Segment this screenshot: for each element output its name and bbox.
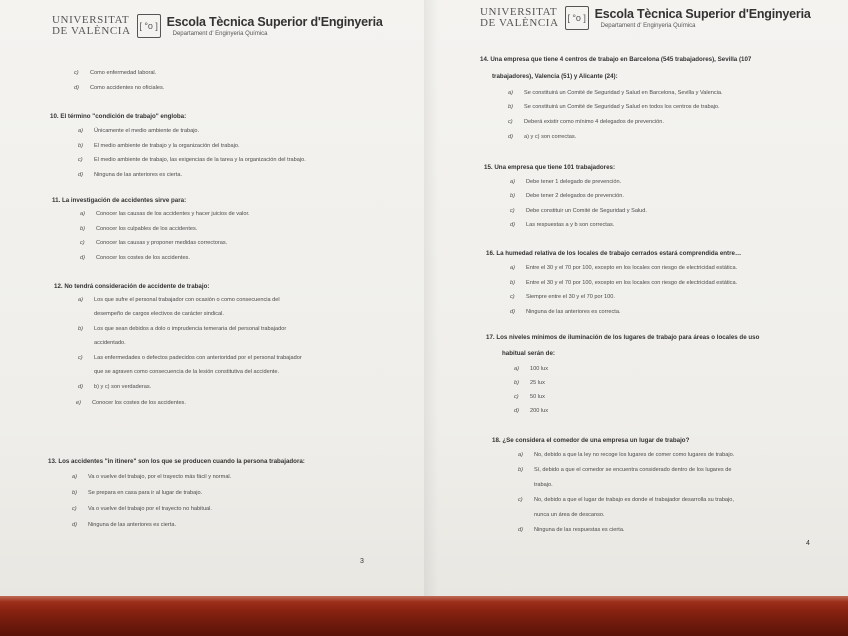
list-item: b) Entre el 30 y el 70 por 100, excepto en los locales con riesgo de electricidad estática. bbox=[510, 280, 738, 286]
list-item: a) No, debido a que la ley no recoge los lugares de comer como lugares de trabajo. bbox=[518, 452, 735, 458]
question-12: 12. No tendrá consideración de accidente de trabajo: bbox=[54, 283, 210, 290]
list-item: d) a) y c) son correctas. bbox=[508, 134, 577, 140]
list-item: c) No, debido a que el lugar de trabajo es donde el trabajador desarrolla su trabajo, bbox=[518, 497, 734, 503]
list-item: d) 200 lux bbox=[514, 408, 549, 414]
list-item: c) Conocer las causas y proponer medidas correctoras. bbox=[80, 240, 228, 246]
list-item: trabajo. bbox=[534, 482, 553, 488]
list-item: nunca un área de descanso. bbox=[534, 512, 605, 518]
question-11: 11. La investigación de accidentes sirve para: bbox=[52, 197, 187, 204]
right-page bbox=[430, 0, 848, 600]
university-line1: UNIVERSITAT bbox=[480, 6, 558, 18]
university-logo-icon bbox=[565, 6, 589, 30]
question-10: 10. El término "condición de trabajo" engloba: bbox=[50, 113, 187, 120]
page-number: 3 bbox=[360, 558, 364, 565]
question-18: 18. ¿Se considera el comedor de una empresa un lugar de trabajo? bbox=[492, 437, 690, 444]
list-item: d) b) y c) son verdaderas. bbox=[78, 384, 152, 390]
department-name: Departament d' Enginyeria Química bbox=[600, 23, 696, 29]
list-item: b) Se prepara en casa para ir al lugar de trabajo. bbox=[72, 490, 203, 496]
list-item: c) Debe constituir un Comité de Seguridad y Salud. bbox=[510, 208, 647, 214]
list-item: a) Va o vuelve del trabajo, por el trayecto más fácil y normal. bbox=[72, 474, 232, 480]
question-16: 16. La humedad relativa de los locales de trabajo cerrados estará comprendida entre… bbox=[486, 250, 742, 257]
right-page-header bbox=[480, 6, 811, 30]
left-page-header bbox=[52, 14, 383, 38]
question-14-cont: trabajadores), Valencia (51) y Alicante (24): bbox=[492, 73, 618, 80]
school-name: Escola Tècnica Superior d'Enginyeria bbox=[594, 7, 811, 21]
question-17-cont: habitual serán de: bbox=[502, 350, 555, 357]
list-item: b) Se constituirá un Comité de Seguridad y Salud en todos los centros de trabajo. bbox=[508, 104, 720, 110]
university-logo-icon bbox=[137, 14, 161, 38]
university-name bbox=[52, 15, 131, 37]
list-item: a) Conocer las causas de los accidentes y hacer juicios de valor. bbox=[80, 211, 250, 217]
university-line2: DE VALÈNCIA bbox=[52, 25, 131, 37]
logo-glyph: [ °o ] bbox=[139, 21, 158, 31]
list-item: desempeño de cargos electivos de carácter sindical. bbox=[94, 311, 224, 317]
list-item: c) Como enfermedad laboral. bbox=[74, 70, 157, 76]
list-item: c) 50 lux bbox=[514, 394, 545, 400]
list-item: d) Ninguna de las anteriores es correcta. bbox=[510, 309, 621, 315]
list-item: b) Conocer los culpables de los accidentes. bbox=[80, 226, 198, 232]
list-item: d) Ninguna de las respuestas es cierta. bbox=[518, 527, 625, 533]
list-item: accidentado. bbox=[94, 340, 126, 346]
list-item: d) Las respuestas a y b son correctas. bbox=[510, 222, 615, 228]
list-item: c) Siempre entre el 30 y el 70 por 100. bbox=[510, 294, 615, 300]
university-line1: UNIVERSITAT bbox=[52, 14, 130, 26]
list-item: d) Ninguna de las anteriores es cierta. bbox=[72, 522, 176, 528]
list-item: b) Los que sean debidos a dolo o imprudencia temeraria del personal trabajador bbox=[78, 326, 287, 332]
question-15: 15. Una empresa que tiene 101 trabajadores: bbox=[484, 164, 616, 171]
question-13: 13. Los accidentes "in itinere" son los que se producen cuando la persona trabajadora: bbox=[48, 458, 305, 465]
question-14: 14. Una empresa que tiene 4 centros de trabajo en Barcelona (545 trabajadores), Sevilla (107 bbox=[480, 56, 752, 63]
list-item: e) Conocer los costes de los accidentes. bbox=[76, 400, 186, 406]
list-item: b) Sí, debido a que el comedor se encuentra considerado dentro de los lugares de bbox=[518, 467, 732, 473]
list-item: d) Ninguna de las anteriores es cierta. bbox=[78, 172, 182, 178]
logo-glyph: [ °o ] bbox=[567, 13, 586, 23]
school-name: Escola Tècnica Superior d'Enginyeria bbox=[166, 15, 383, 29]
university-line2: DE VALÈNCIA bbox=[480, 17, 559, 29]
list-item: c) Deberá existir como mínimo 4 delegados de prevención. bbox=[508, 119, 664, 125]
list-item: b) Debe tener 2 delegados de prevención. bbox=[510, 193, 624, 199]
list-item: a) 100 lux bbox=[514, 366, 549, 372]
list-item: que se agraven como consecuencia de la lesión constitutiva del accidente. bbox=[94, 369, 280, 375]
table-surface bbox=[0, 596, 848, 636]
list-item: a) Se constituirá un Comité de Seguridad y Salud en Barcelona, Sevilla y Valencia. bbox=[508, 90, 723, 96]
question-17: 17. Los niveles mínimos de iluminación de los lugares de trabajo para áreas o locales de uso bbox=[486, 334, 760, 341]
list-item: a) Debe tener 1 delegado de prevención. bbox=[510, 179, 622, 185]
list-item: c) Las enfermedades o defectos padecidos con anterioridad por el personal trabajador bbox=[78, 355, 302, 361]
list-item: d) Conocer los costes de los accidentes. bbox=[80, 255, 190, 261]
list-item: a) Entre el 30 y el 70 por 100, excepto en los locales con riesgo de electricidad estática. bbox=[510, 265, 738, 271]
department-name: Departament d' Enginyeria Química bbox=[172, 31, 268, 37]
list-item: a) Los que sufre el personal trabajador con ocasión o como consecuencia del bbox=[78, 297, 280, 303]
list-item: b) El medio ambiente de trabajo y la organización del trabajo. bbox=[78, 143, 240, 149]
page-number: 4 bbox=[806, 540, 810, 547]
list-item: a) Únicamente el medio ambiente de trabajo. bbox=[78, 128, 200, 134]
university-name bbox=[480, 7, 559, 29]
left-page bbox=[0, 0, 424, 600]
list-item: b) 25 lux bbox=[514, 380, 545, 386]
list-item: d) Como accidentes no oficiales. bbox=[74, 85, 165, 91]
list-item: c) Va o vuelve del trabajo por el trayecto no habitual. bbox=[72, 506, 212, 512]
list-item: c) El medio ambiente de trabajo, las exigencias de la tarea y la organización del trabajo. bbox=[78, 157, 306, 163]
